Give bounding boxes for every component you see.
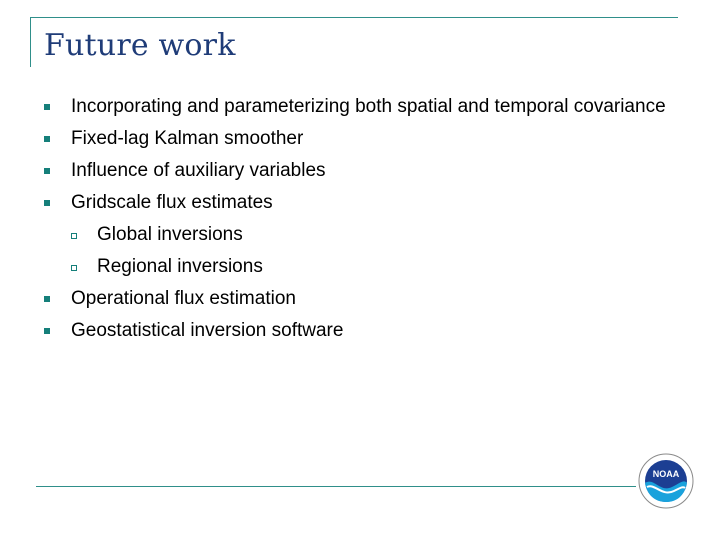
square-bullet-icon [44,296,50,302]
bullet-item [44,128,674,150]
bullet-list [44,96,674,352]
sub-bullet-item [44,224,674,246]
bullet-text: Incorporating and parameterizing both spatial and temporal covariance [71,96,666,117]
bullet-text: Geostatistical inversion software [71,320,344,341]
top-frame-line [30,17,678,18]
bullet-text: Fixed-lag Kalman smoother [71,128,304,149]
bullet-item [44,160,674,182]
sub-bullet-text: Regional inversions [97,256,263,277]
bottom-rule-line [36,486,636,487]
sub-bullet-text: Global inversions [97,224,243,245]
logo-text: NOAA [652,469,680,479]
bullet-item [44,96,674,118]
square-bullet-icon [44,328,50,334]
bullet-item [44,288,674,310]
bullet-item [44,320,674,342]
square-bullet-icon [44,136,50,142]
hollow-square-bullet-icon [71,233,77,239]
bullet-text: Influence of auxiliary variables [71,160,326,181]
square-bullet-icon [44,104,50,110]
bullet-text: Gridscale flux estimates [71,192,273,213]
bullet-item [44,192,674,214]
noaa-logo [638,453,694,509]
square-bullet-icon [44,200,50,206]
slide-title: Future work [44,28,236,63]
sub-bullet-item [44,256,674,278]
bullet-text: Operational flux estimation [71,288,296,309]
hollow-square-bullet-icon [71,265,77,271]
square-bullet-icon [44,168,50,174]
left-frame-line [30,17,31,67]
